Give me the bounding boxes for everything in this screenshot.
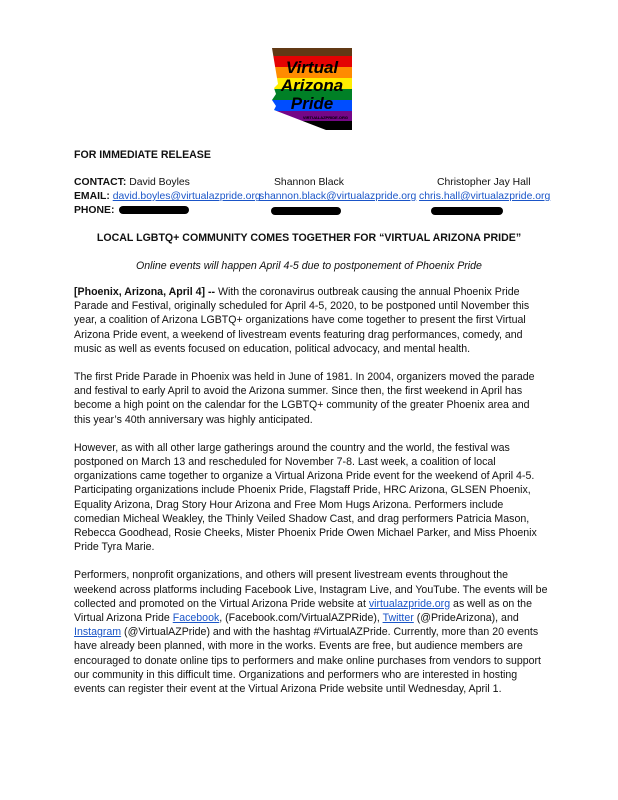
paragraph-4: [74, 568, 548, 696]
paragraph-2: The first Pride Parade in Phoenix was held in June of 1981. In 2004, organizers moved the parade and festival to early April to avoid the Arizona summer. Since then, the first weekend in April has become a high point on the calendar for the LGBTQ+ community of the greater Phoenix area and this year’s 40th anniversary was highly anticipated.: [74, 371, 535, 426]
email-link-1[interactable]: david.boyles@virtualazpride.org: [112, 191, 261, 202]
article-body: [74, 285, 548, 710]
email-row: [74, 190, 551, 204]
redacted-phone-3: [431, 207, 503, 215]
redacted-phone-2: [271, 207, 341, 215]
twitter-link[interactable]: Twitter: [382, 612, 414, 625]
logo-line-1: Virtual: [285, 58, 339, 77]
email-link-2[interactable]: shannon.black@virtualazpride.org: [259, 191, 417, 202]
logo-line-3: Pride: [290, 94, 334, 113]
paragraph-1: [74, 285, 548, 356]
phone-label: PHONE:: [74, 205, 115, 216]
phone-row: [74, 204, 261, 218]
email-link-3[interactable]: chris.hall@virtualazpride.org: [419, 191, 551, 202]
contact-row: [74, 176, 531, 190]
contact-block: [74, 176, 551, 218]
redacted-phone-1: [119, 206, 189, 214]
paragraph-1-text: With the coronavirus outbreak causing the annual Phoenix Pride Parade and Festival, originally scheduled for April 4-5, 2020, to be postponed until November this year, a coalition of Arizona LGBTQ+ organizations have come together to present the first Virtual Arizona Pride event, a weekend of livestream events featuring drag performances, comedy, and music as well as events focused on education, political advocacy, and mental health.: [74, 286, 530, 355]
paragraph-4-text-d: (@PrideArizona), and: [413, 612, 519, 625]
stripe-brown: [268, 44, 356, 56]
facebook-link[interactable]: Facebook: [172, 612, 220, 625]
contact-name-3: Christopher Jay Hall: [437, 177, 531, 188]
instagram-link[interactable]: Instagram: [74, 626, 122, 639]
contact-name-1: David Boyles: [129, 177, 190, 188]
paragraph-4-text-c: , (Facebook.com/VirtualAZPRide),: [219, 612, 383, 625]
stripe-black: [268, 121, 356, 136]
paragraph-4-text-b: as well as on the Virtual Arizona Pride: [74, 597, 532, 625]
logo-tagline: VIRTUALAZPRIDE.ORG: [302, 115, 348, 120]
paragraph-4-text-a: Performers, nonprofit organizations, and others will present livestream events throughout the weekend across platforms including Facebook Live, Instagram Live, and YouTube. The events will be collected and promoted on the Virtual Arizona Pride website at: [74, 569, 548, 610]
website-link[interactable]: virtualazpride.org: [368, 597, 451, 610]
paragraph-4-text-e: (@VirtualAZPride) and with the hashtag #VirtualAZPride. Currently, more than 20 events have already been planned, with more in the works. Events are free, but audience members are encouraged to donate online tips to performers and make online purchases from vendors to support our community in this difficult time. Organizations and performers who are interested in hosting events can register their event at the Virtual Arizona Pride website until Wednesday, April 1.: [74, 626, 541, 696]
dateline: [Phoenix, Arizona, April 4] --: [74, 286, 216, 298]
contact-name-2: Shannon Black: [274, 177, 344, 188]
logo-line-2: Arizona: [280, 76, 344, 95]
paragraph-3: However, as with all other large gatherings around the country and the world, the festival was postponed on March 13 and rescheduled for November 7-8. Last week, a coalition of local organizations came together to organize a Virtual Arizona Pride event for the weekend of April 4-5. Participating organizations include Phoenix Pride, Flagstaff Pride, HRC Arizona, GLSEN Phoenix, Equality Arizona, Drag Story Hour Arizona and Free Mom Hugs Arizona. Performers include comedian Micheal Weakley, the Thinly Veiled Shadow Cast, and drag performers Patricia Mason, Rebecca Goodhead, Rosie Cheeks, Mister Phoenix Pride Owen Michael Parker, and Miss Phoenix Pride Tyra Marie.: [74, 441, 537, 554]
contact-label: CONTACT:: [74, 177, 127, 188]
email-label: EMAIL:: [74, 191, 110, 202]
headline: LOCAL LGBTQ+ COMMUNITY COMES TOGETHER FOR “VIRTUAL ARIZONA PRIDE”: [96, 232, 522, 244]
virtual-arizona-pride-logo: [268, 44, 356, 136]
subheadline: Online events will happen April 4-5 due to postponement of Phoenix Pride: [136, 260, 482, 272]
release-label: FOR IMMEDIATE RELEASE: [74, 149, 211, 161]
